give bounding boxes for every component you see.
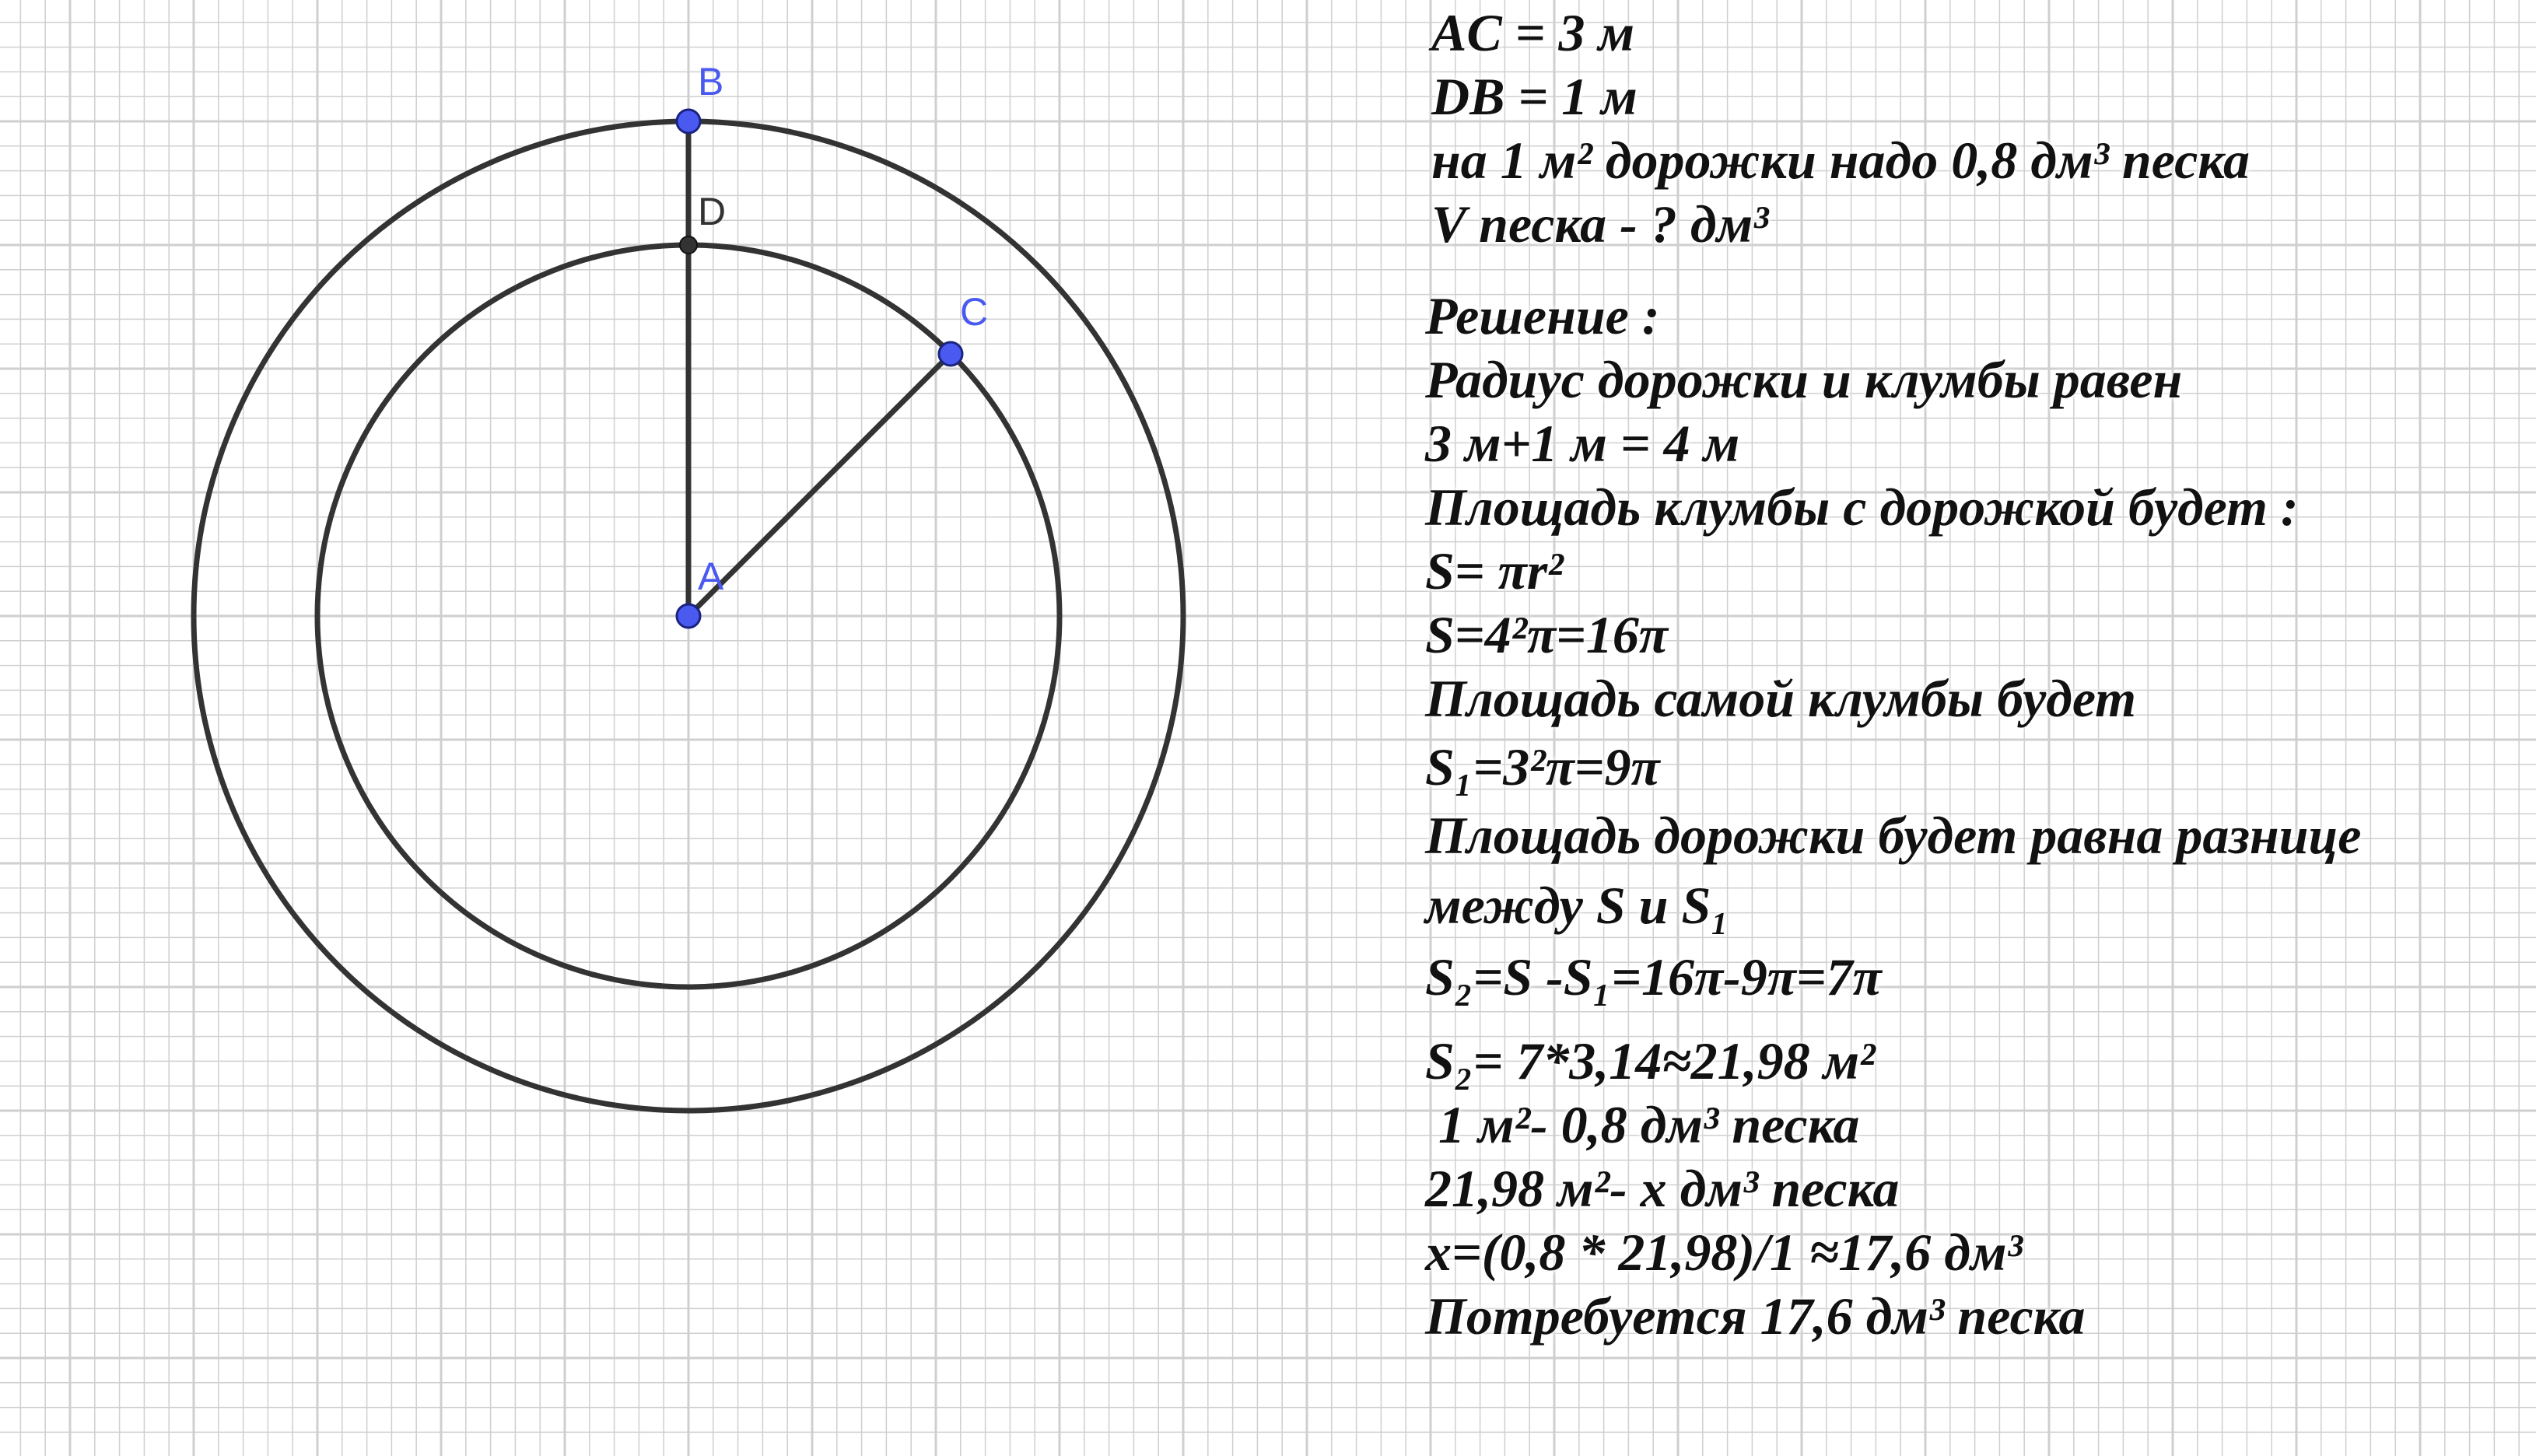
solution-line-15: Потребуется 17,6 дм³ песка — [1425, 1286, 2086, 1346]
solution-line-10: S₂=S -S₁=16π-9π=7π — [1425, 947, 1882, 1006]
label-D: D — [698, 190, 727, 233]
solution-line-4: S= πr² — [1425, 541, 1564, 600]
label-C: C — [960, 290, 989, 334]
point-B[interactable] — [677, 110, 700, 133]
label-B: B — [698, 60, 724, 103]
solution-line-13: 21,98 м²- x дм³ песка — [1425, 1159, 1900, 1218]
given-ac: AC = 3 м — [1431, 3, 1635, 62]
solution-line-5: S=4²π=16π — [1425, 605, 1668, 664]
segment-AC — [688, 354, 951, 616]
point-A[interactable] — [677, 604, 700, 628]
solution-line-14: x=(0,8 * 21,98)/1 ≈17,6 дм³ — [1425, 1223, 2023, 1282]
solution-line-7: S₁=3²π=9π — [1425, 737, 1660, 796]
solution-heading: Решение : — [1425, 286, 1660, 345]
solution-line-11: S₂= 7*3,14≈21,98 м² — [1425, 1031, 1876, 1090]
label-A: A — [698, 555, 724, 598]
solution-line-2: 3 м+1 м = 4 м — [1425, 414, 1740, 473]
solution-line-3: Площадь клумбы с дорожкой будет : — [1425, 478, 2299, 537]
solution-line-12: 1 м²- 0,8 дм³ песка — [1425, 1095, 1860, 1154]
solution-line-8: Площадь дорожки будет равна разнице — [1425, 806, 2362, 865]
given-db: DB = 1 м — [1431, 67, 1638, 126]
point-D[interactable] — [680, 236, 697, 254]
solution-panel — [1400, 0, 2505, 1456]
given-question: V песка - ? дм³ — [1431, 194, 1769, 254]
solution-line-1: Радиус дорожки и клумбы равен — [1425, 350, 2183, 409]
solution-line-9: между S и S₁ — [1425, 876, 1729, 935]
given-norm: на 1 м² дорожки надо 0,8 дм³ песка — [1431, 131, 2251, 190]
point-C[interactable] — [939, 342, 962, 366]
solution-line-6: Площадь самой клумбы будет — [1425, 669, 2137, 728]
